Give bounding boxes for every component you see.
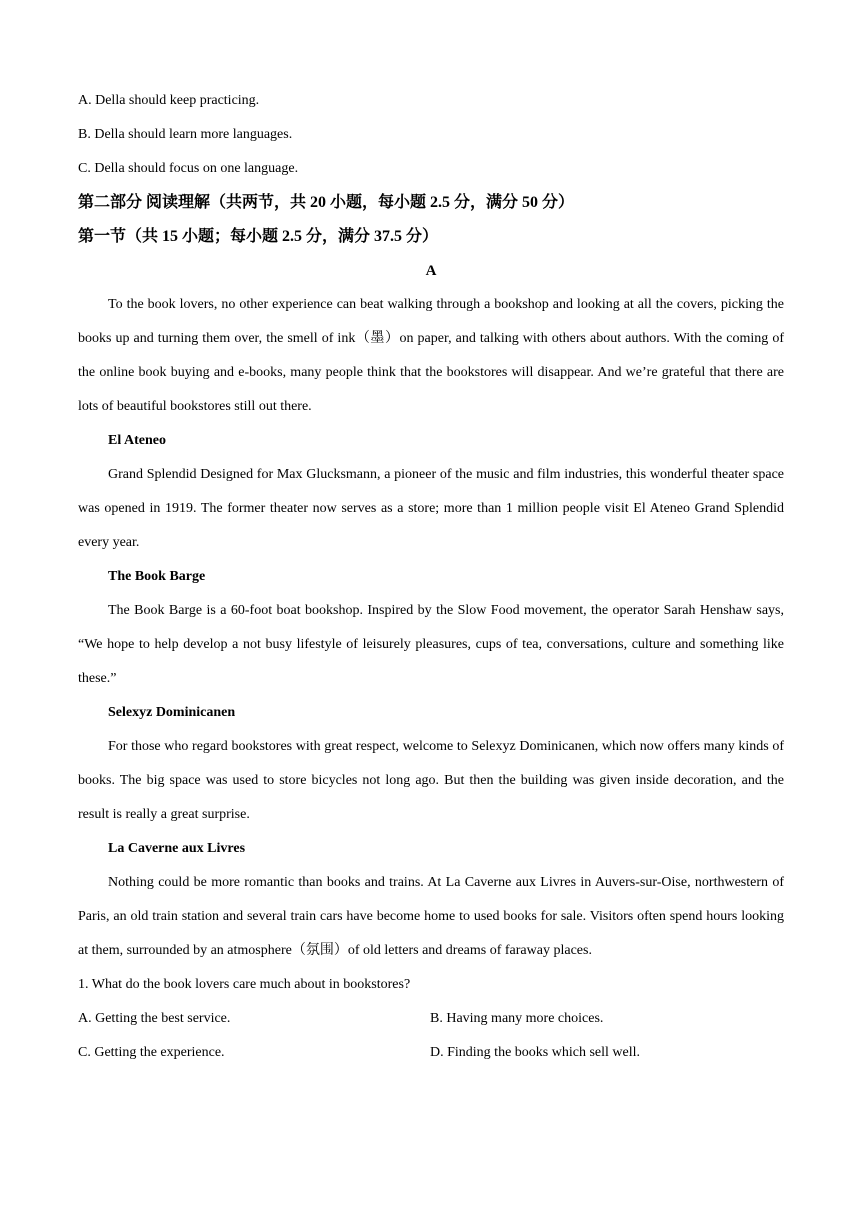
question-1-option-c[interactable]: C. Getting the experience. xyxy=(78,1045,225,1060)
prev-option-c: C. Della should focus on one language. xyxy=(78,161,299,176)
store-text-la-caverne: Nothing could be more romantic than books and trains. At La Caverne aux Livres in Auvers-sur-Oise, northwestern of Paris, an old train station and several train cars have become home to used books for sale. Visitors often spend hours looking at them, surrounded by an atmosphere（氛围）of old letters and dreams of faraway places. xyxy=(78,875,784,958)
store-text-selexyz: For those who regard bookstores with great respect, welcome to Selexyz Dominicanen, which now offers many kinds of books. The big space was used to store bicycles not long ago. But then the building was given inside decoration, and the result is really a great surprise. xyxy=(78,739,784,822)
question-1-stem: 1. What do the book lovers care much about in bookstores? xyxy=(78,977,411,992)
store-name-el-ateneo: El Ateneo xyxy=(108,433,166,448)
store-name-selexyz: Selexyz Dominicanen xyxy=(108,705,236,720)
prev-option-a: A. Della should keep practicing. xyxy=(78,93,260,108)
store-name-book-barge: The Book Barge xyxy=(108,569,206,584)
prev-option-b: B. Della should learn more languages. xyxy=(78,127,293,142)
exam-page xyxy=(78,84,784,1070)
store-text-el-ateneo: Grand Splendid Designed for Max Glucksmann, a pioneer of the music and film industries, this wonderful theater space was opened in 1919. The former theater now serves as a store; more than 1 million people visit El Ateneo Grand Splendid every year. xyxy=(78,467,784,550)
store-name-la-caverne: La Caverne aux Livres xyxy=(108,841,246,856)
passage-intro: To the book lovers, no other experience can beat walking through a bookshop and looking at all the covers, picking the books up and turning them over, the smell of ink（墨）on paper, and talking with others about authors. With the coming of the online book buying and e-books, many people think that the bookstores will disappear. And we’re grateful that there are lots of beautiful bookstores still out there. xyxy=(78,297,784,414)
question-1-option-d[interactable]: D. Finding the books which sell well. xyxy=(430,1045,640,1060)
question-1-options-row-2 xyxy=(78,1036,784,1070)
question-1-option-b[interactable]: B. Having many more choices. xyxy=(430,1011,604,1026)
store-text-book-barge: The Book Barge is a 60-foot boat bookshop. Inspired by the Slow Food movement, the operator Sarah Henshaw says, “We hope to help develop a not busy lifestyle of leisurely pleasures, cups of tea, conversations, culture and something like these.” xyxy=(78,603,784,686)
question-1-option-a[interactable]: A. Getting the best service. xyxy=(78,1011,231,1026)
section-heading: 第一节（共 15 小题；每小题 2.5 分，满分 37.5 分） xyxy=(78,228,439,245)
passage-label: A xyxy=(425,263,437,279)
question-1-options-row-1 xyxy=(78,1002,784,1036)
part-heading: 第二部分 阅读理解（共两节，共 20 小题，每小题 2.5 分，满分 50 分） xyxy=(78,194,575,211)
